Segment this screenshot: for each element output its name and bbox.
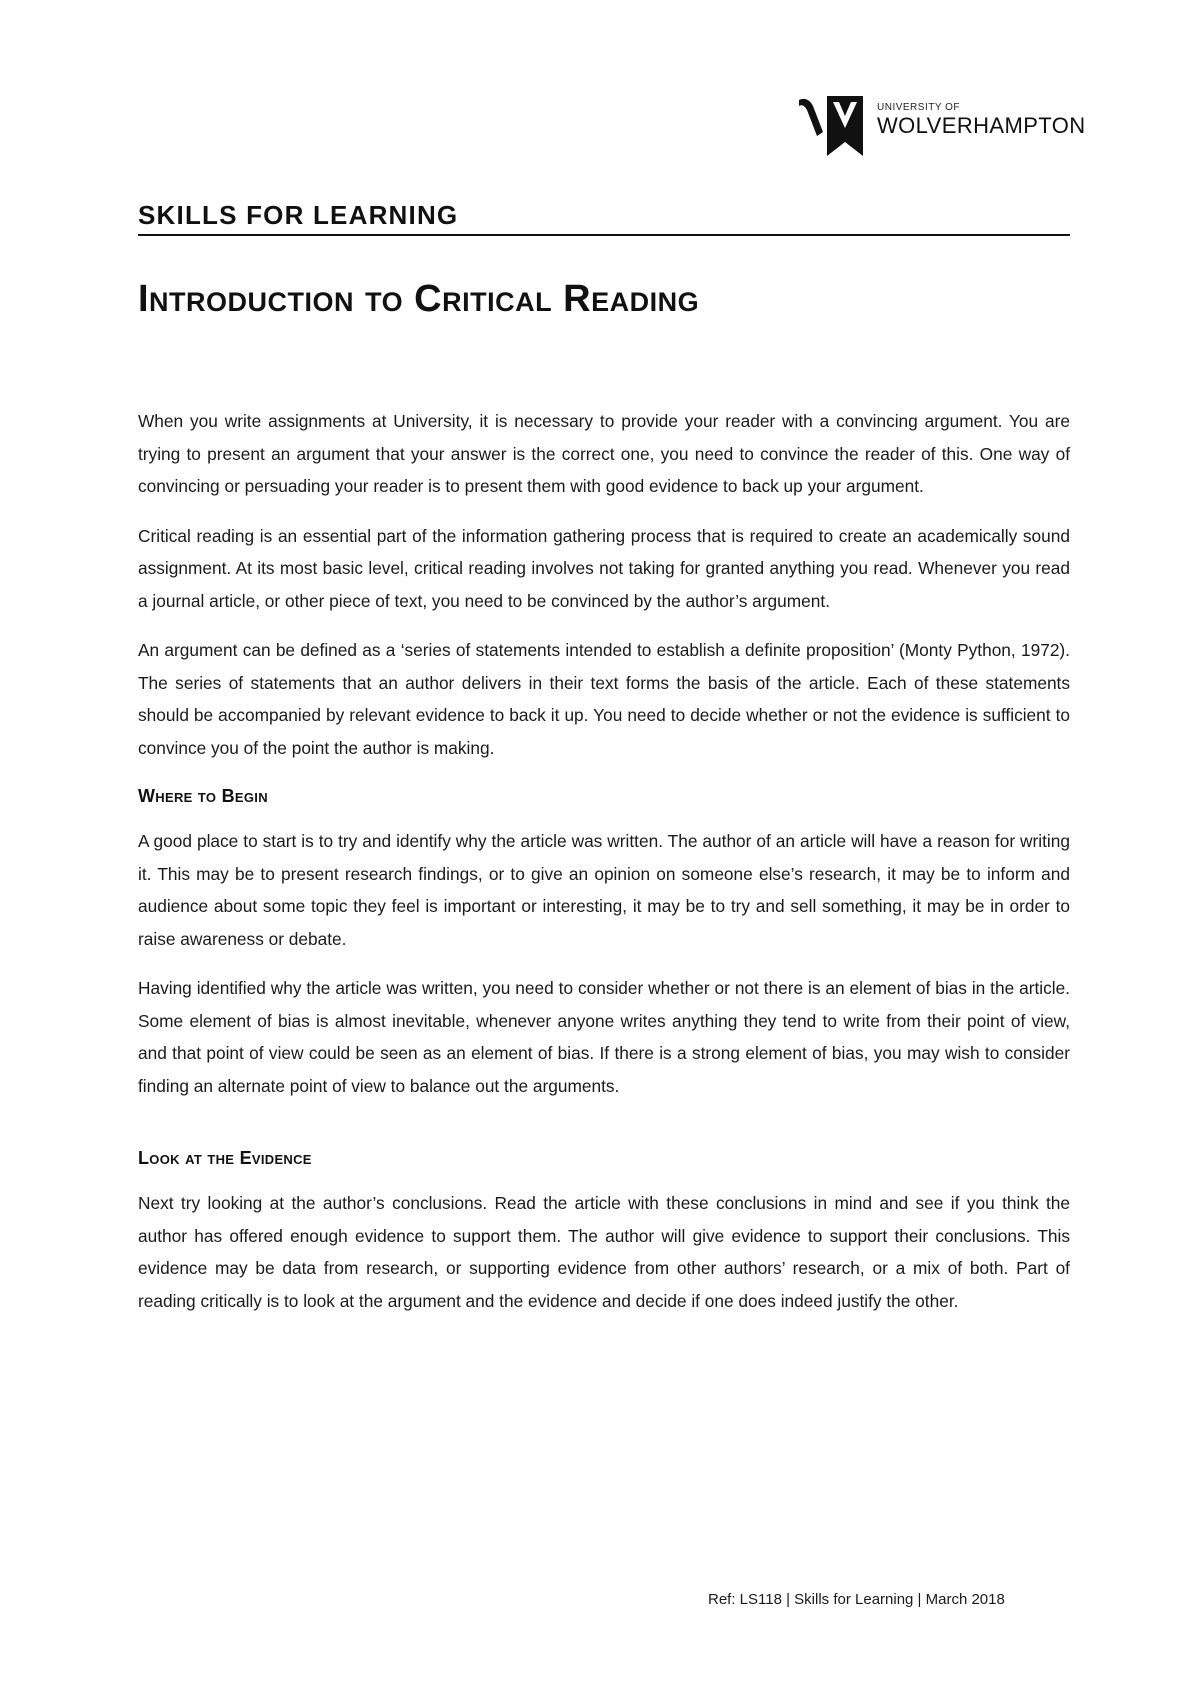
paragraph-intro-1: When you write assignments at University, it is necessary to provide your reader with a convincing argument. You are trying to present an argument that your answer is the correct one, you need to convince the reader of this. One way of convincing or persuading your reader is to present them with good evidence to back up your argument. bbox=[138, 411, 1070, 496]
paragraph-intro-3: An argument can be defined as a ‘series of statements intended to establish a definite proposition’ (Monty Python, 1972). The series of statements that an author delivers in their text forms the basis of the article. Each of these statements should be accompanied by relevant evidence to back it up. You need to decide whether or not the evidence is sufficient to convince you of the point the author is making. bbox=[138, 640, 1070, 758]
paragraph-intro-2: Critical reading is an essential part of the information gathering process that is required to create an academically sound assignment. At its most basic level, critical reading involves not taking for granted anything you read. Whenever you read a journal article, or other piece of text, you need to be convinced by the author’s argument. bbox=[138, 525, 1070, 611]
section-label: SKILLS FOR LEARNING bbox=[138, 200, 459, 230]
page-title: Introduction to Critical Reading bbox=[138, 278, 700, 320]
university-logo bbox=[797, 92, 1086, 158]
logo-line-1: UNIVERSITY OF bbox=[877, 102, 960, 113]
section-spacer bbox=[138, 1119, 1070, 1143]
paragraph-where-1: A good place to start is to try and identify why the article was written. The author of an article will have a reason for writing it. This may be to present research findings, or to give an opinion on someone else’s research, it may be to inform and audience about some topic they feel is important or interesting, it may be to try and sell something, it may be in order to raise awareness or debate. bbox=[138, 831, 1070, 949]
wolverhampton-emblem-icon bbox=[797, 92, 869, 156]
logo-line-2: WOLVERHAMPTON bbox=[877, 113, 1086, 138]
heading-where-to-begin: Where to Begin bbox=[138, 786, 268, 806]
paragraph-evidence-1: Next try looking at the author’s conclusions. Read the article with these conclusions in mind and see if you think the author has offered enough evidence to support them. The author will give evidence to support their conclusions. This evidence may be data from research, or supporting evidence from other authors’ research, or a mix of both. Part of reading critically is to look at the argument and the evidence and decide if one does indeed justify the other. bbox=[138, 1193, 1070, 1311]
logo-wordmark bbox=[877, 102, 1087, 138]
page-footer: Ref: LS118 | Skills for Learning | March 2018 bbox=[708, 1591, 1005, 1608]
header-divider bbox=[138, 234, 1070, 236]
document-body bbox=[138, 405, 1070, 1334]
heading-look-at-evidence: Look at the Evidence bbox=[138, 1148, 312, 1168]
paragraph-where-2: Having identified why the article was written, you need to consider whether or not there is an element of bias in the article. Some element of bias is almost inevitable, whenever anyone writes anything they tend to write from their point of view, and that point of view could be seen as an element of bias. If there is a strong element of bias, you may wish to consider finding an alternate point of view to balance out the arguments. bbox=[138, 978, 1070, 1096]
